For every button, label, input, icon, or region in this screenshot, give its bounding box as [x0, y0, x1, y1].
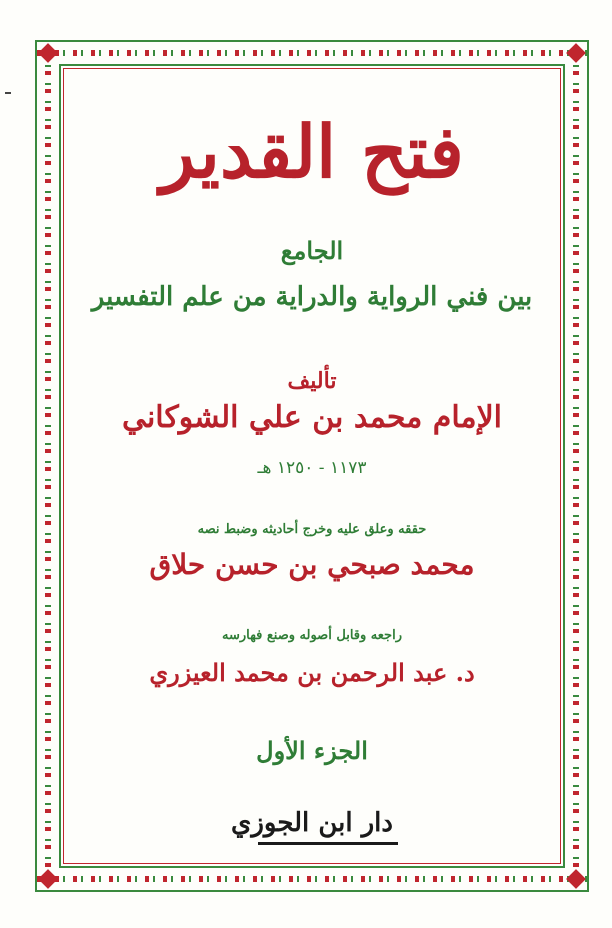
publisher-name: دار ابن الجوزي: [231, 808, 393, 838]
ornament-band-top: [37, 42, 587, 64]
author-name: الإمام محمد بن علي الشوكاني: [121, 400, 503, 435]
ornament-band-right: [565, 42, 587, 890]
author-dates: ١١٧٣ - ١٢٥٠ هـ: [257, 458, 367, 478]
authorship-label: تأليف: [287, 368, 337, 394]
ornament-band-left: [37, 42, 59, 890]
ornament-band-bottom: [37, 868, 587, 890]
reviewer-role: راجعه وقابل أصوله وصنع فهارسه: [222, 628, 402, 643]
book-title: فتح القدير: [160, 109, 464, 194]
editor-role: حققه وعلق عليه وخرج أحاديثه وضبط نصه: [197, 522, 427, 537]
subtitle-second-line: بين فني الرواية والدراية من علم التفسير: [91, 282, 533, 312]
publisher-underline: [258, 842, 398, 845]
reviewer-name: د. عبد الرحمن بن محمد العيزري: [149, 658, 475, 687]
volume-label: الجزء الأول: [256, 736, 368, 765]
stray-mark: [5, 92, 11, 94]
subtitle-first-line: الجامع: [280, 236, 344, 265]
editor-name: محمد صبحي بن حسن حلاق: [149, 548, 475, 581]
